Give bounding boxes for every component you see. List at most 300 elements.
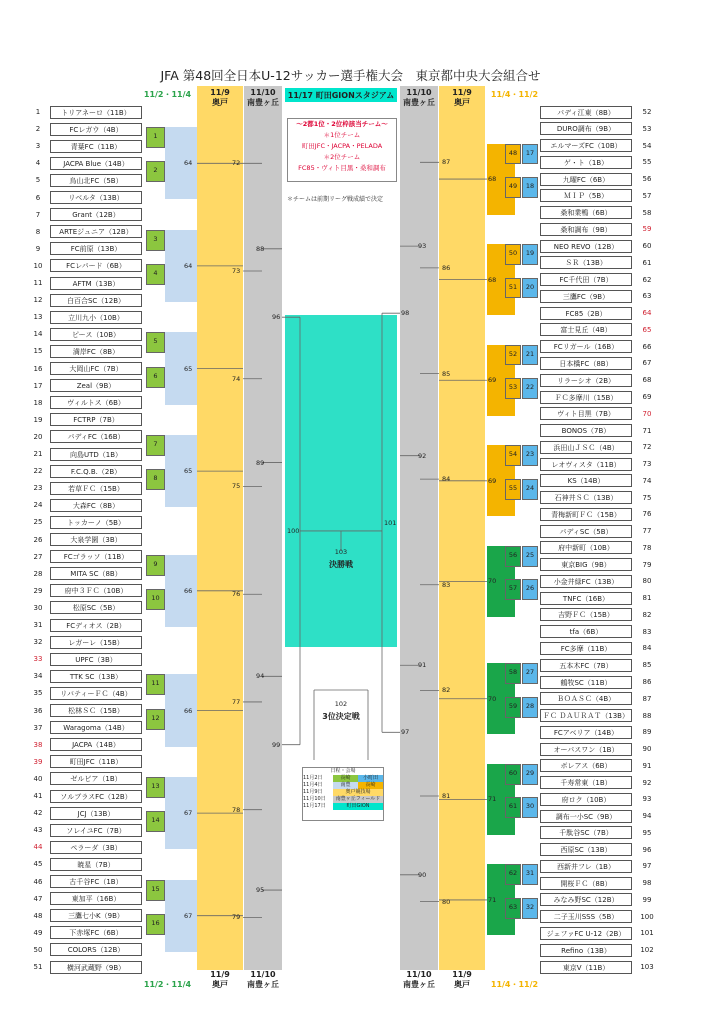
team-name-left: Zeal（9B） [50,379,142,392]
team-number-right: 60 [642,242,652,251]
team-number-right: 103 [640,963,654,971]
legend-title: 日程・会場 [330,768,356,774]
round2-match-right: 55 [505,479,521,500]
round1-match-right: 19 [522,244,538,265]
team-name-left: F.C.Q.B.（2B） [50,465,142,478]
round1-match-right: 21 [522,345,538,366]
team-name-left: 青葉FC（11B） [50,140,142,153]
team-number-right: 66 [642,342,652,351]
note-line5: FC85・ヴィト目黒・桑和調布 [298,164,386,172]
team-number-left: 18 [33,398,43,407]
round3-num-right: 71 [488,795,497,804]
round1-match-right: 32 [522,898,538,919]
note-line3: 町田JFC・JACPA・PELADA [301,142,383,150]
team-number-right: 95 [642,828,652,837]
team-number-right: 100 [640,912,654,921]
team-number-left: 23 [33,484,43,493]
round1-match-left: 8 [146,469,165,490]
team-number-left: 11 [33,279,43,287]
quarter-num-left: 77 [232,697,241,706]
footer-left-venue: 奥戸 [212,980,228,989]
team-number-left: 37 [33,723,43,732]
semi-num-right: 92 [418,451,427,460]
team-name-right: ヴィト目黒（7B） [540,407,632,420]
team-number-left: 3 [35,142,41,151]
team-name-right: TNFC（16B） [540,592,632,605]
round1-match-right: 17 [522,144,538,165]
team-name-right: 千駄谷SC（7B） [540,826,632,839]
round2-match-right: 52 [505,345,521,366]
footer-left-venue-date: 11/9 [210,970,230,979]
team-number-right: 63 [642,292,652,301]
team-name-left: 松原SC（5B） [50,601,142,614]
team-name-right: 三鷹FC（9B） [540,290,632,303]
header-right-venue-date: 11/9 [452,88,472,97]
team-number-right: 70 [642,409,652,418]
team-number-left: 48 [33,911,43,920]
team-number-right: 88 [642,711,652,720]
team-name-left: 東加平（16B） [50,892,142,905]
quarter-num-left: 73 [232,267,241,276]
quarter-num-right: 85 [442,369,451,378]
team-name-left: 下赤塚FC（6B） [50,926,142,939]
team-number-right: 76 [642,510,652,519]
team-number-right: 96 [642,845,652,854]
team-number-left: 50 [33,945,43,954]
team-number-left: 31 [33,621,43,629]
sf-num-right: 98 [401,309,410,318]
team-number-right: 72 [642,443,652,452]
team-number-left: 21 [33,450,43,458]
team-name-right: ＦＣ ＤＡＵＲＡＴ（13B） [540,709,632,722]
team-number-right: 89 [642,728,652,737]
round3-num-left: 64 [184,261,193,270]
team-name-left: FCTRP（7B） [50,413,142,426]
footer-left-dates: 11/2・11/4 [143,980,192,989]
team-name-left: 暁星（7B） [50,858,142,871]
final-number: 103 [334,548,348,556]
round3-num-right: 70 [488,694,497,703]
round2-match-right: 49 [505,177,521,198]
team-number-left: 44 [33,843,43,852]
team-number-left: 35 [33,689,43,698]
team-number-left: 1 [35,108,41,116]
team-number-left: 28 [33,569,43,578]
round3-num-left: 66 [184,586,193,595]
round1-match-left: 5 [146,332,165,353]
sf-num-right: 97 [401,728,410,737]
team-name-right: 吉野ＦＣ（15B） [540,608,632,621]
team-name-left: MITA SC（8B） [50,567,142,580]
team-number-right: 53 [642,124,652,133]
team-name-right: ＭＩＰ（5B） [540,189,632,202]
quarter-num-left: 72 [232,159,241,168]
sf-num-left: 96 [272,313,281,322]
quarter-num-right: 81 [442,792,451,800]
team-name-left: 若草ＦＣ（15B） [50,482,142,495]
team-name-left: トリアネーロ（11B） [50,106,142,119]
team-name-right: 鶴牧SC（11B） [540,676,632,689]
team-number-left: 20 [33,432,43,441]
team-number-right: 86 [642,678,652,686]
team-name-left: リベルタ（13B） [50,191,142,204]
footer-left2-date: 11/10 [250,970,276,979]
round2-match-right: 60 [505,764,521,785]
round2-match-right: 50 [505,244,521,265]
team-number-right: 81 [642,594,652,603]
round1-match-left: 1 [146,127,165,148]
team-name-left: ピース（10B） [50,328,142,341]
team-number-left: 29 [33,586,43,595]
team-name-right: FCアベリア（14B） [540,726,632,739]
team-number-right: 80 [642,577,652,586]
team-number-left: 19 [33,415,43,424]
team-name-right: 西新井フレ（1B） [540,860,632,873]
team-number-right: 56 [642,175,652,184]
team-number-right: 79 [642,560,652,569]
team-name-right: パディ江東（8B） [540,106,632,119]
round1-match-right: 28 [522,697,538,718]
team-number-right: 77 [642,527,652,536]
team-name-right: 富士見丘（4B） [540,323,632,336]
round1-match-right: 26 [522,579,538,600]
team-name-left: ペラーダ（3B） [50,841,142,854]
semi-num-left: 88 [256,244,265,253]
round1-match-left: 6 [146,367,165,388]
qualifier-note [287,118,397,182]
round2-match-right: 61 [505,797,521,818]
band-gray-left [244,86,282,970]
round2-match-right: 63 [505,898,521,919]
team-number-right: 97 [642,862,652,871]
team-number-left: 12 [33,296,43,305]
team-number-left: 40 [33,774,43,783]
legend-row-4 [303,796,383,803]
round1-match-left: 13 [146,777,165,798]
team-name-left: Waragoma（14B） [50,721,142,734]
team-name-right: 日本橋FC（8B） [540,357,632,370]
team-name-left: パディFC（16B） [50,430,142,443]
team-number-left: 4 [35,159,41,168]
team-name-right: Refino（13B） [540,944,632,957]
team-name-left: 三鷹七小K（9B） [50,909,142,922]
team-name-right: ＦＣ多摩川（15B） [540,391,632,404]
team-name-left: 白百合SC（12B） [50,294,142,307]
team-number-right: 68 [642,376,652,385]
footer-right2-venue: 南豊ヶ丘 [403,980,435,989]
round1-match-left: 9 [146,555,165,576]
header-right2-venue: 南豊ヶ丘 [403,98,435,107]
round1-match-right: 29 [522,764,538,785]
round1-match-right: 20 [522,278,538,299]
quarter-num-right: 82 [442,686,451,695]
team-number-left: 17 [33,381,43,390]
header-final-banner: 11/17 町田GIONスタジアム [287,91,395,100]
round1-match-left: 4 [146,264,165,285]
quarter-num-right: 86 [442,263,451,272]
header-left2-date: 11/10 [250,88,276,97]
page-title: JFA 第48回全日本U-12サッカー選手権大会 東京都中央大会組合せ [160,68,541,83]
team-name-left: リバティーＦＣ（4B） [50,687,142,700]
note-line4: ＊2位チーム [323,153,361,161]
band-gray-right [400,86,438,970]
quarter-num-left: 76 [232,590,241,599]
team-number-left: 10 [33,261,43,270]
team-name-right: ゲ・ト（1B） [540,156,632,169]
team-name-left: 烏山北FC（5B） [50,174,142,187]
team-number-right: 78 [642,543,652,552]
team-number-right: 85 [642,661,652,670]
header-right2-date: 11/10 [406,88,432,97]
round2-match-right: 59 [505,697,521,718]
team-number-right: 65 [642,325,652,334]
team-number-left: 34 [33,672,43,681]
team-number-left: 22 [33,467,43,476]
final-num-right: 101 [384,518,397,527]
team-name-right: 開桜ＦＣ（8B） [540,877,632,890]
round3-num-left: 65 [184,467,193,476]
team-number-left: 5 [35,176,41,185]
team-name-right: 桑和業鴨（6B） [540,206,632,219]
team-number-left: 14 [33,330,43,339]
team-name-left: COLORS（12B） [50,943,142,956]
team-name-right: 東京BIG（9B） [540,558,632,571]
round3-num-left: 64 [184,159,193,168]
team-number-right: 84 [642,644,652,653]
header-left-venue: 奥戸 [212,98,228,107]
team-number-left: 8 [35,227,41,236]
team-number-right: 64 [642,309,652,318]
team-name-right: パディSC（5B） [540,525,632,538]
team-name-right: みなみ野SC（12B） [540,893,632,906]
team-name-right: 桑和調布（9B） [540,223,632,236]
team-name-left: 町田JFC（11B） [50,755,142,768]
team-number-right: 75 [642,493,652,502]
team-name-right: 青梅新町ＦＣ（15B） [540,508,632,521]
team-number-left: 2 [35,125,41,134]
team-name-left: AFTM（13B） [50,277,142,290]
team-number-right: 58 [642,208,652,217]
team-name-left: 満岸FC（8B） [50,345,142,358]
legend-cell-5: 奥戸競技場 [333,789,383,796]
team-name-left: トッカーノ（5B） [50,516,142,529]
team-name-right: ＢＯＡＳＣ（4B） [540,692,632,705]
team-name-right: NEO REVO（12B） [540,240,632,253]
team-name-left: 大岡山FC（7B） [50,362,142,375]
team-name-right: リラーシオ（2B） [540,374,632,387]
team-number-left: 38 [33,740,43,749]
team-name-right: DURO調布（9B） [540,122,632,135]
team-number-left: 26 [33,535,43,544]
team-name-left: ソレイユFC（7B） [50,824,142,837]
team-name-right: エルマーズFC（10B） [540,139,632,152]
note-line1: ～2都1位・2位枠該当チーム～ [296,120,388,128]
team-number-right: 71 [642,426,652,435]
team-name-left: 向島UTD（1B） [50,448,142,461]
team-number-left: 15 [33,347,43,356]
team-name-left: 横河武蔵野（9B） [50,961,142,974]
team-name-right: FC85（2B） [540,307,632,320]
legend-cell-1: 長崎 [333,775,358,782]
team-number-left: 9 [35,244,41,253]
team-number-right: 82 [642,610,652,619]
round1-match-right: 25 [522,546,538,567]
quarter-num-left: 79 [232,913,241,922]
round1-match-right: 18 [522,177,538,198]
team-name-right: 千寿常東（1B） [540,776,632,789]
team-name-left: JCJ（13B） [50,807,142,820]
team-name-left: FCレパード（6B） [50,259,142,272]
team-name-right: 小金井緑FC（13B） [540,575,632,588]
team-number-right: 57 [642,191,652,200]
round3-num-right: 68 [488,175,497,184]
round1-match-left: 2 [146,161,165,182]
legend-date-1: 11月2日 [303,775,323,781]
round1-match-right: 23 [522,445,538,466]
team-number-right: 101 [640,929,654,938]
round3-num-right: 71 [488,895,497,904]
semi-num-left: 89 [256,458,265,467]
legend-row-2 [303,782,383,789]
team-name-right: ＳＲ（13B） [540,256,632,269]
semi-num-right: 91 [418,661,427,670]
team-name-right: 府ロク（10B） [540,793,632,806]
header-right-dates: 11/4・11/2 [490,90,539,99]
legend-row-3 [303,789,383,796]
round2-match-right: 62 [505,864,521,885]
legend-cell-6: 南豊ヶ丘フィールド [333,796,383,803]
team-number-left: 7 [35,210,41,219]
round3-num-left: 66 [184,706,193,715]
final-court [285,315,397,647]
round3-num-right: 68 [488,275,497,284]
team-number-left: 46 [33,877,43,886]
quarter-num-right: 87 [442,158,451,167]
team-name-left: FC前原（13B） [50,242,142,255]
semi-num-right: 90 [418,870,427,879]
team-number-right: 98 [642,879,652,888]
team-name-left: ソルブラスFC（12B） [50,790,142,803]
team-name-left: TTK SC（13B） [50,670,142,683]
third-label: 3位決定戦 [322,712,360,721]
team-number-left: 49 [33,928,43,937]
final-num-left: 100 [287,526,300,535]
team-name-left: ARTEジュニア（12B） [50,225,142,238]
team-number-right: 90 [642,745,652,754]
round3-num-left: 65 [184,364,193,373]
team-name-left: 大泉学園（3B） [50,533,142,546]
round1-match-left: 14 [146,811,165,832]
team-name-left: ゼルビア（1B） [50,772,142,785]
team-name-left: FCディオス（2B） [50,619,142,632]
team-number-right: 87 [642,694,652,703]
team-name-right: FCリガール（16B） [540,340,632,353]
quarter-num-left: 75 [232,482,241,491]
team-number-left: 51 [33,963,43,971]
header-right-venue: 奥戸 [454,98,470,107]
team-name-left: ヴィルトス（6B） [50,396,142,409]
note-line2: ＊1位チーム [323,131,361,139]
team-name-right: 西原SC（13B） [540,843,632,856]
team-number-right: 99 [642,895,652,904]
team-name-right: 石神井ＳＣ（13B） [540,491,632,504]
round2-match-right: 51 [505,278,521,299]
legend-date-4: 11月10日 [303,796,326,802]
team-number-left: 6 [35,193,41,202]
round2-match-right: 48 [505,144,521,165]
schedule-legend [302,767,384,821]
round3-num-left: 67 [184,809,193,818]
legend-cell-3: 南豊 [333,782,358,789]
team-name-right: ボレアス（6B） [540,759,632,772]
round3-num-left: 67 [184,911,193,920]
team-name-right: オーパスワン（1B） [540,743,632,756]
band-yellow-right [439,86,485,970]
team-number-left: 25 [33,518,43,527]
round1-match-right: 30 [522,797,538,818]
header-left-dates: 11/2・11/4 [143,90,192,99]
team-name-left: FCゴラッソ（11B） [50,550,142,563]
team-number-left: 33 [33,655,43,664]
team-number-left: 41 [33,792,43,800]
team-number-right: 92 [642,778,652,787]
team-number-right: 94 [642,812,652,821]
team-name-left: JACPA（14B） [50,738,142,751]
quarter-num-right: 84 [442,475,451,484]
team-number-right: 69 [642,393,652,401]
round2-match-right: 53 [505,378,521,399]
team-number-right: 83 [642,627,652,636]
round1-match-right: 27 [522,663,538,684]
team-number-left: 45 [33,860,43,869]
team-name-left: 立川九小（10B） [50,311,142,324]
footer-left2-venue: 南豊ヶ丘 [247,980,279,989]
round3-num-right: 69 [488,476,497,485]
team-number-right: 59 [642,225,652,234]
team-name-right: 九曜FC（6B） [540,173,632,186]
round1-match-left: 3 [146,230,165,251]
team-name-left: Grant（12B） [50,208,142,221]
semi-num-left: 94 [256,672,265,681]
team-number-right: 52 [642,108,652,116]
team-name-right: BONOS（7B） [540,424,632,437]
legend-date-3: 11月9日 [303,789,323,795]
semi-num-left: 95 [256,886,265,895]
sf-num-left: 99 [272,740,281,749]
note-footnote: ＊チームは前期リーグ戦成績で決定 [287,196,384,203]
footer-right-venue-date: 11/9 [452,970,472,979]
team-number-right: 73 [642,460,652,469]
round1-match-left: 10 [146,589,165,610]
team-number-left: 43 [33,826,43,835]
team-number-left: 36 [33,706,43,715]
team-name-right: 府中新町（10B） [540,541,632,554]
quarter-num-left: 74 [232,374,241,383]
legend-cell-4: 長崎 [358,782,383,789]
round2-match-right: 56 [505,546,521,567]
footer-right2-date: 11/10 [406,970,432,979]
team-number-left: 47 [33,894,43,903]
round2-match-right: 54 [505,445,521,466]
team-number-right: 67 [642,359,652,368]
legend-date-5: 11月17日 [303,803,326,809]
team-name-left: 古千谷FC（1B） [50,875,142,888]
team-number-left: 13 [33,313,43,322]
team-name-right: レオヴィスタ（11B） [540,458,632,471]
team-number-right: 91 [642,761,652,770]
round1-match-right: 31 [522,864,538,885]
round1-match-right: 22 [522,378,538,399]
